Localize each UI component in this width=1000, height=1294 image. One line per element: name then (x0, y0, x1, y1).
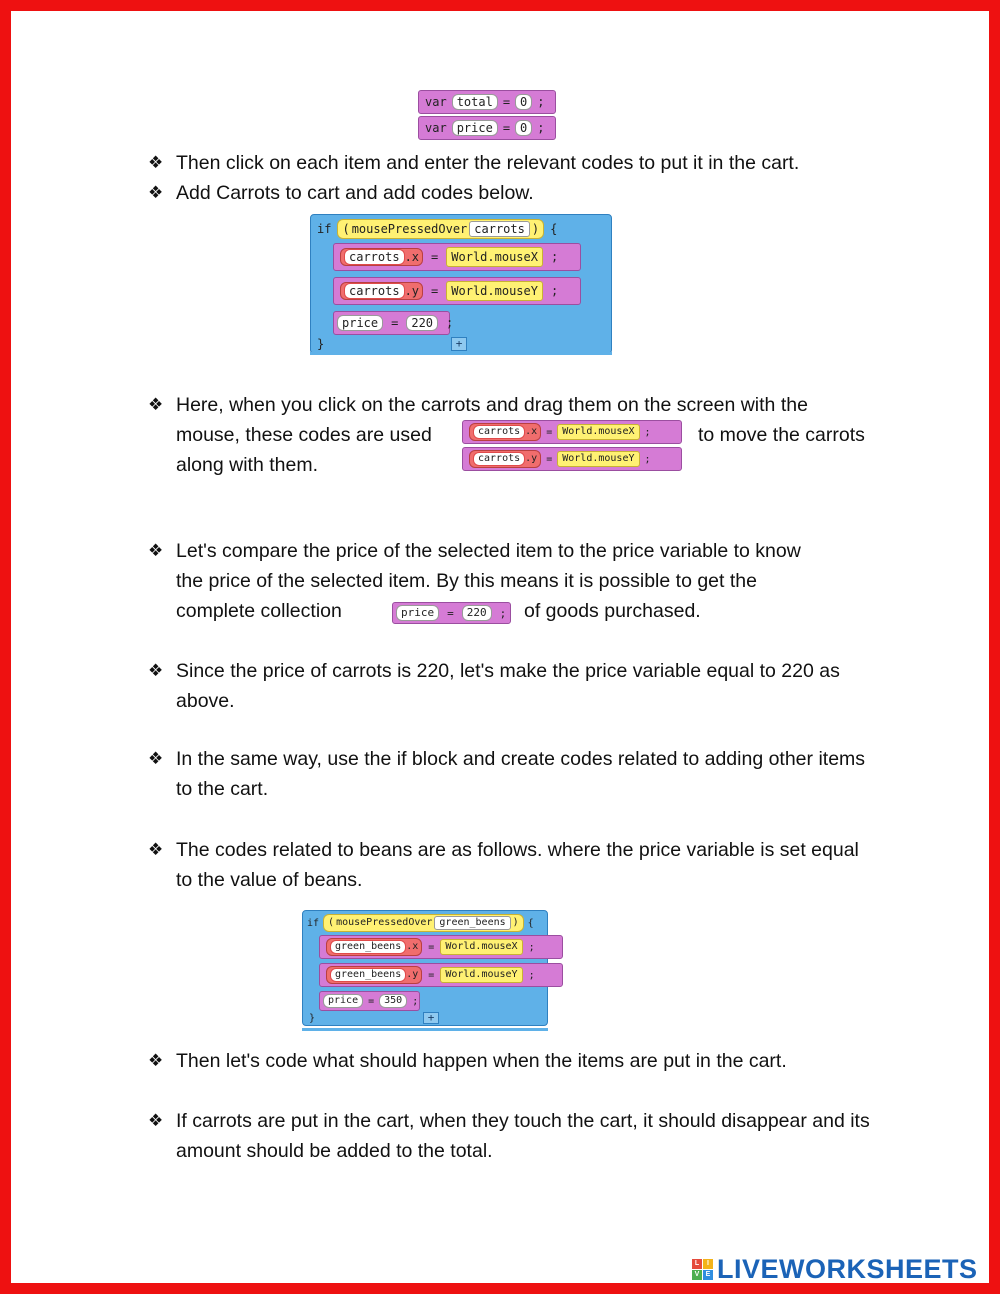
paragraph-text: Let's compare the price of the selected item to the price variable to know (176, 540, 801, 562)
var-name: price (452, 120, 498, 136)
equals-sign: = (431, 250, 439, 264)
price-value: 220 (406, 315, 438, 331)
price-value: 350 (379, 994, 407, 1008)
equals-sign: = (546, 426, 553, 438)
semicolon: ; (550, 250, 559, 264)
brace: } (317, 337, 325, 351)
brace: { (527, 917, 534, 929)
paragraph-text: to move the carrots (698, 424, 865, 446)
paren: ) (531, 222, 540, 236)
world-member: .mouseY (592, 453, 635, 464)
bullet-icon: ❖ (148, 395, 164, 414)
var-name: total (452, 94, 498, 110)
equals-sign: = (428, 941, 435, 953)
property: .y (404, 284, 420, 298)
assign-row (319, 963, 563, 987)
semicolon: ; (446, 316, 454, 330)
logo-tile: V (692, 1270, 702, 1280)
object-property (340, 282, 423, 300)
semicolon: ; (528, 941, 535, 953)
equals-sign: = (391, 316, 399, 330)
function-name: mousePressedOver (351, 222, 468, 236)
assign-row (319, 935, 563, 959)
paragraph-text: of goods purchased. (524, 600, 701, 622)
assign-row (462, 420, 682, 444)
if-footer (303, 1011, 445, 1025)
world-member: .mouseX (592, 426, 635, 437)
world-member: .mouseY (475, 969, 518, 980)
bullet-icon: ❖ (148, 749, 164, 768)
if-footer (311, 335, 473, 353)
world-pill (557, 451, 639, 467)
inline-move-snippet (462, 420, 682, 471)
brace: } (309, 1012, 316, 1024)
semicolon: ; (412, 995, 419, 1007)
world-pill (557, 424, 639, 440)
bullet-icon: ❖ (148, 840, 164, 859)
semicolon: ; (644, 453, 651, 465)
object-name: carrots (344, 283, 405, 299)
price-assign-row (392, 602, 511, 624)
world-pill (440, 939, 522, 955)
assign-row (333, 243, 581, 271)
semicolon: ; (644, 426, 651, 438)
paragraph-text: If carrots are put in the cart, when they touch the cart, it should disappear and its amount should be added to the total. (176, 1110, 870, 1162)
semicolon: ; (537, 95, 545, 109)
paragraph-line (524, 596, 824, 626)
carrots-if-block (310, 214, 612, 354)
paragraph-text: In the same way, use the if block and create codes related to adding other items to the cart. (176, 748, 866, 800)
paragraph (148, 1046, 878, 1076)
paragraph (148, 536, 908, 566)
world-word: World (451, 284, 488, 298)
if-header (303, 911, 547, 935)
equals-sign: = (502, 95, 511, 109)
function-arg (434, 916, 510, 930)
object-name: green_beens (330, 940, 406, 954)
bullet-icon: ❖ (148, 661, 164, 680)
world-word: World (562, 426, 593, 437)
plus-icon: + (451, 337, 467, 351)
paragraph-text: Since the price of carrots is 220, let's make the price variable equal to 220 as above. (176, 660, 840, 712)
object-name: green_beens (330, 968, 406, 982)
paragraph-text: Add Carrots to cart and add codes below. (176, 182, 534, 204)
arg-text: carrots (474, 222, 525, 236)
inline-price-snippet (392, 602, 511, 624)
property: .x (406, 941, 419, 952)
assign-row (462, 447, 682, 471)
world-member: .mouseY (487, 284, 538, 298)
price-name: price (337, 315, 383, 331)
liveworksheets-logo (692, 1254, 978, 1285)
property: .y (525, 453, 538, 464)
semicolon: ; (528, 969, 535, 981)
semicolon: ; (550, 284, 559, 298)
assign-row (333, 277, 581, 305)
var-keyword: var (425, 121, 447, 135)
paragraph (148, 178, 878, 208)
world-word: World (445, 969, 476, 980)
object-property (326, 966, 422, 984)
world-pill (440, 967, 522, 983)
equals-sign: = (502, 121, 511, 135)
world-member: .mouseX (475, 941, 518, 952)
price-name: price (323, 994, 363, 1008)
semicolon: ; (537, 121, 545, 135)
if-block-body (310, 214, 612, 354)
paragraph (148, 744, 878, 804)
object-name: carrots (344, 249, 405, 265)
block-underline (310, 352, 612, 355)
bullet-icon: ❖ (148, 1051, 164, 1070)
world-member: .mouseX (487, 250, 538, 264)
object-property (326, 938, 422, 956)
paragraph-text: mouse, these codes are used (176, 424, 432, 446)
var-price-row (418, 116, 556, 140)
equals-sign: = (546, 453, 553, 465)
var-declarations-block (418, 90, 556, 142)
paragraph-text: the price of the selected item. By this means it is possible to get the (176, 570, 757, 592)
semicolon: ; (499, 606, 507, 620)
object-name: carrots (473, 452, 525, 466)
bullet-icon: ❖ (148, 183, 164, 202)
paren: ) (512, 917, 519, 928)
paragraph-text: Here, when you click on the carrots and drag them on the screen with the (176, 394, 808, 416)
price-name: price (396, 605, 439, 621)
if-keyword: if (307, 917, 320, 929)
beans-if-block (302, 910, 548, 1026)
paragraph (148, 390, 908, 420)
logo-tiles-icon (692, 1259, 713, 1280)
price-value: 220 (462, 605, 492, 621)
var-value: 0 (515, 120, 532, 136)
arg-text: green_beens (439, 917, 506, 928)
paragraph (148, 656, 868, 716)
paragraph-line (698, 420, 898, 450)
block-underline (302, 1028, 548, 1031)
equals-sign: = (447, 606, 454, 620)
equals-sign: = (428, 969, 435, 981)
plus-icon: + (423, 1012, 439, 1024)
object-property (340, 248, 423, 266)
var-keyword: var (425, 95, 447, 109)
function-name: mousePressedOver (336, 917, 433, 928)
paragraph (148, 148, 878, 178)
logo-tile: I (703, 1259, 713, 1269)
if-keyword: if (317, 222, 332, 236)
price-assign-row (333, 311, 454, 335)
logo-text: LIVEWORKSHEETS (717, 1254, 978, 1284)
paragraph-text: The codes related to beans are as follows. where the price variable is set equal to the value of beans. (176, 839, 859, 891)
world-pill (446, 247, 543, 267)
world-pill (446, 281, 543, 301)
property: .y (406, 969, 419, 980)
logo-tile: L (692, 1259, 702, 1269)
paragraph-text: complete collection (176, 600, 342, 622)
paragraph-text: along with them. (176, 454, 318, 476)
function-arg (469, 221, 530, 237)
object-property (469, 450, 541, 468)
equals-sign: = (368, 995, 375, 1007)
property: .x (525, 426, 538, 437)
condition-pill (323, 914, 524, 932)
bullet-icon: ❖ (148, 153, 164, 172)
bullet-icon: ❖ (148, 1111, 164, 1130)
logo-tile: E (703, 1270, 713, 1280)
condition-pill (337, 219, 544, 239)
world-word: World (451, 250, 488, 264)
object-name: carrots (473, 425, 525, 439)
paren: ( (342, 222, 350, 236)
paragraph (148, 835, 868, 895)
world-word: World (445, 941, 476, 952)
price-assign-row (319, 991, 420, 1011)
if-header (311, 215, 611, 243)
paragraph-text: Then let's code what should happen when the items are put in the cart. (176, 1050, 787, 1072)
paragraph (148, 1106, 878, 1166)
brace: { (550, 222, 558, 236)
if-block-body (302, 910, 548, 1026)
object-property (469, 423, 541, 441)
equals-sign: = (431, 284, 439, 298)
var-total-row (418, 90, 556, 114)
bullet-icon: ❖ (148, 541, 164, 560)
var-value: 0 (515, 94, 532, 110)
paragraph-line (148, 566, 908, 596)
paren: ( (328, 917, 335, 928)
property: .x (404, 250, 420, 264)
paragraph-text: Then click on each item and enter the relevant codes to put it in the cart. (176, 152, 800, 174)
world-word: World (562, 453, 593, 464)
